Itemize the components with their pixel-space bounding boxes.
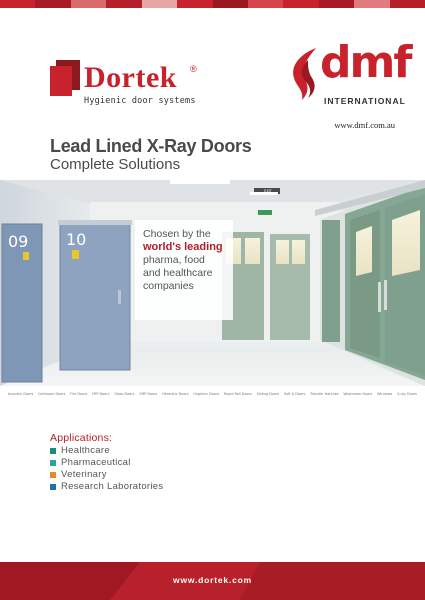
strip-segment xyxy=(142,0,177,8)
strip-segment xyxy=(0,0,35,8)
callout-highlight: world's leading xyxy=(143,241,223,253)
strip-segment xyxy=(35,0,70,8)
footer-website[interactable]: www.dortek.com xyxy=(173,575,252,585)
category-item[interactable]: FRP Doors xyxy=(92,392,110,396)
dmf-wordmark: dmf xyxy=(320,37,411,88)
list-item xyxy=(50,457,163,469)
dortek-name: Dortek xyxy=(84,61,177,94)
bullet-square-icon xyxy=(50,472,56,478)
door-number-10: 10 xyxy=(66,230,87,249)
application-label: Research Laboratories xyxy=(61,481,164,492)
top-color-strip xyxy=(0,0,425,8)
category-item[interactable]: Hermetic Doors xyxy=(162,392,189,396)
page-title: Lead Lined X-Ray Doors xyxy=(50,136,252,156)
bullet-square-icon xyxy=(50,484,56,490)
bullet-square-icon xyxy=(50,460,56,466)
application-label: Pharmaceutical xyxy=(61,457,131,468)
strip-segment xyxy=(248,0,283,8)
application-label: Veterinary xyxy=(61,469,107,480)
category-item[interactable]: Soft & Doors xyxy=(283,392,306,396)
strip-segment xyxy=(71,0,106,8)
strip-segment xyxy=(177,0,212,8)
list-item xyxy=(50,469,163,481)
strip-segment xyxy=(106,0,141,8)
exit-sign: EXIT xyxy=(264,189,272,193)
strip-segment xyxy=(354,0,389,8)
callout-box xyxy=(135,220,233,320)
category-item[interactable]: Washroom Doors xyxy=(343,392,373,396)
category-item[interactable]: Windows xyxy=(377,392,393,396)
category-item[interactable]: X-ray Doors xyxy=(397,392,417,396)
category-item[interactable]: Sliding Doors xyxy=(256,392,279,396)
callout-line-5: companies xyxy=(143,280,194,292)
list-item xyxy=(50,445,163,457)
bullet-square-icon xyxy=(50,448,56,454)
callout-line-4: and healthcare xyxy=(143,267,213,279)
category-item[interactable]: Hygienic Doors xyxy=(193,392,220,396)
dmf-logo xyxy=(286,37,411,110)
callout-line-3: pharma, food xyxy=(143,254,205,266)
strip-segment xyxy=(283,0,318,8)
category-item[interactable]: Glass Doors xyxy=(114,392,135,396)
category-item[interactable]: Rapid Roll Doors xyxy=(223,392,252,396)
strip-segment xyxy=(213,0,248,8)
category-item[interactable]: Coldroom Doors xyxy=(38,392,66,396)
dortek-mark-icon xyxy=(50,60,80,98)
footer-bar xyxy=(0,562,425,600)
dmf-subtitle: INTERNATIONAL xyxy=(324,96,406,106)
category-item[interactable]: Fire Doors xyxy=(70,392,88,396)
list-item xyxy=(50,481,163,493)
dortek-tagline: Hygienic door systems xyxy=(84,96,196,106)
dortek-logo xyxy=(50,60,210,110)
strip-segment xyxy=(319,0,354,8)
applications-heading: Applications: xyxy=(50,432,113,444)
category-item[interactable]: GRP Doors xyxy=(139,392,158,396)
registered-mark: ® xyxy=(190,64,197,74)
page-subtitle: Complete Solutions xyxy=(50,156,181,173)
callout-line-1: Chosen by the xyxy=(143,228,211,240)
strip-segment xyxy=(390,0,425,8)
door-category-strip xyxy=(0,389,425,399)
category-item[interactable]: Transfer Hatches xyxy=(310,392,339,396)
dmf-website[interactable]: www.dmf.com.au xyxy=(334,120,395,130)
category-item[interactable]: Acoustic Doors xyxy=(8,392,34,396)
door-number-09: 09 xyxy=(8,232,29,251)
applications-list xyxy=(50,445,163,493)
application-label: Healthcare xyxy=(61,445,110,456)
